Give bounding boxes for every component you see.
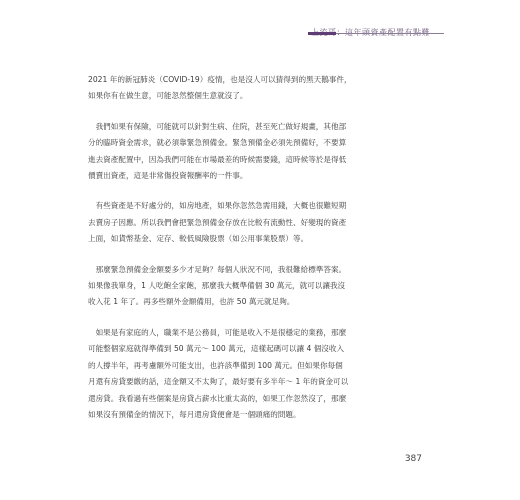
paragraph-4 <box>88 262 423 311</box>
paragraph-2 <box>88 119 423 185</box>
body-text <box>88 72 423 437</box>
paragraph-1 <box>88 72 423 105</box>
text-line: 月還有房貸要繳的話，這金額又不太夠了，最好要有多半年～ 1 年的資金可以 <box>88 377 349 387</box>
text-line: 的人撐半年，再考慮額外可能支出，也許該準備到 100 萬元。但如果你每個 <box>88 360 343 370</box>
text-line: 如果沒有預備金的情況下，每月還房貸便會是一個頭痛的問題。 <box>88 409 301 419</box>
text-line: 價賣出資產，這是非常傷投資報酬率的一件事。 <box>88 171 248 181</box>
text-line: 進去資產配置中，因為我們可能在市場最差的時候需要錢，這時候等於是得低 <box>88 154 347 164</box>
paragraph-5 <box>88 325 423 423</box>
text-line: 還房貸。我看過有些個案是房貸占薪水比重太高的，如果工作忽然沒了，那麼 <box>88 393 347 403</box>
text-line: 去賣房子因應。所以我們會把緊急預備金存放在比較有流動性、好變現的資產 <box>88 217 347 227</box>
text-line: 有些資產是不好處分的，如房地產，如果你忽然急需用錢，大概也很難短期 <box>88 201 347 211</box>
text-line: 如果你有在做生意，可能忽然整個生意就沒了。 <box>88 91 248 101</box>
text-line: 收入花 1 年了。再多些額外金額備用，也許 50 萬元就足夠。 <box>88 297 295 307</box>
text-line: 我們如果有保險，可能就可以針對生病、住院，甚至死亡做好規畫，其他部 <box>88 121 347 131</box>
page-number: 387 <box>404 454 422 464</box>
text-line: 那麼緊急預備金金額要多少才足夠？每個人狀況不同，我很難給標準答案。 <box>88 264 347 274</box>
text-line: 2021 年的新冠肺炎（COVID-19）疫情，也是沒人可以猜得到的黑天鵝事件， <box>88 75 352 84</box>
text-line: 可能整個家庭就得準備到 50 萬元～ 100 萬元，這樣起碼可以讓 4 個沒收入 <box>88 344 345 354</box>
text-line: 如果像我單身，1 人吃飽全家飽，那麼我大概準備個 30 萬元，就可以讓我沒 <box>88 281 346 291</box>
running-header <box>311 20 430 39</box>
text-line: 分的臨時資金需求，就必須靠緊急預備金。緊急預備金必須先預備好，不要算 <box>88 138 347 148</box>
text-line: 如果是有家庭的人，職業不是公務員，可能是收入不是很穩定的業務，那麼 <box>88 327 347 337</box>
paragraph-3 <box>88 198 423 247</box>
text-line: 上面，如貨幣基金、定存、較低風險股票（如公用事業股票）等。 <box>88 234 309 244</box>
header-rule-accent <box>308 32 336 35</box>
